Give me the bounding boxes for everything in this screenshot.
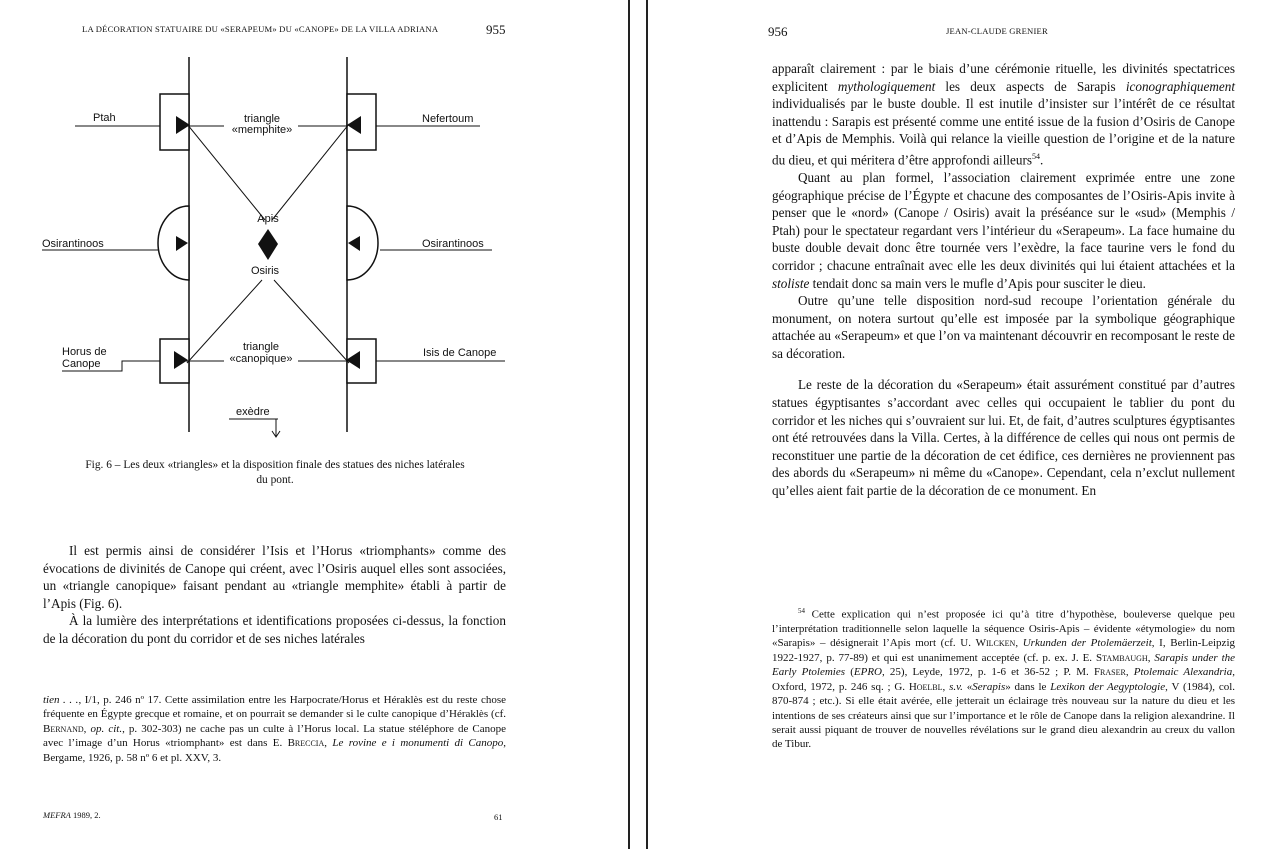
label-nefertoum: Nefertoum [422, 113, 474, 125]
left-page [0, 0, 628, 849]
label-osiris: Osiris [250, 265, 280, 277]
right-paragraph-1: apparaît clairement : par le biais d’une cérémonie rituelle, les divinités spectatrices explicitent mythologiquement les deux aspects de Sarapis iconographiquement individualisés par le buste double. Il est inutile d’insister sur l’intérêt de ce résultat inattendu : Sarapis est présenté comme une entité issue de la fusion d’Osiris de Canope et d’Apis de Memphis. Voilà qui relance la vieille question de l’origine et de la nature du dieu, et qui méritera d’être approfondi ailleurs$^{54}$. [772, 61, 1235, 168]
right-paragraph-3: Outre qu’une telle disposition nord-sud recoupe l’orientation générale du monument, on notera surtout qu’elle est imposée par la symbolique géographique attachée au «Serapeum» et que l’on va maintenant découvrir en recomposant le reste de sa décoration. [772, 293, 1235, 361]
label-triangle-top-1: triangle [243, 113, 281, 125]
gutter-line-left [628, 0, 630, 849]
statue-marker-osiris-apis [258, 229, 278, 260]
triangle-memphite-right-edge [272, 124, 349, 220]
footnote-book-title: Le rovine e i monumenti di Canopo [332, 737, 504, 750]
left-paragraph-2: À la lumière des interprétations et identifications proposées ci-dessus, la fonction de la décoration du pont du corridor et de ses niches latérales [43, 613, 506, 646]
footnote-number: 54 [798, 607, 805, 615]
figure-caption [40, 458, 510, 488]
right-page [648, 0, 1262, 849]
left-footnote: tien . . ., I/1, p. 246 nº 17. Cette assimilation entre les Harpocrate/Horus et Héraklès est du reste chose fréquente en Égypte grecque et romaine, et on pourrait se demander si le culte canopique d’Héraklès (cf. Bernand, op. cit., p. 302-303) ne cache pas un culte à l’Horus local. La statue stéléphore de Canope avec l’image d’un Horus «triomphant» est dans E. Breccia, Le rovine e i monumenti di Canopo, Bergame, 1926, p. 58 nº 6 et pl. XXV, 3. [43, 694, 507, 764]
caption-line-2: du pont. [256, 474, 294, 486]
footnote-op-cit: op. cit. [90, 722, 123, 735]
label-osirantinoos-right: Osirantinoos [422, 238, 484, 250]
label-exedre: exèdre [236, 406, 270, 418]
footnote-text-1: , I/1, p. 246 nº 17. Cette assimilation entre les Harpocrate/Horus et Héraklès est du reste chose fréquente en Égypte grecque et romaine, et on pourrait se demander si le culte canopique d’Héraklès (cf. [43, 694, 506, 721]
right-paragraph-2: Quant au plan formel, l’association clairement exprimée entre une zone géographique précise de l’Égypte et chacune des composantes de l’Osiris-Apis invite à penser que le «nord» (Canope / Osiris) avait la préséance sur le «sud» (Memphis / Ptah) pour le spectateur regardant vers l’intérieur du «Serapeum». La face humaine du buste double devait donc être tournée vers l’exèdre, la face taurine vers le fond du corridor ; chacune entraînait avec elle les deux divinités qui lui étaient attachées et la stoliste tendait donc sa main vers le mufle d’Apis pour susciter le dieu. [772, 169, 1235, 291]
label-ptah: Ptah [93, 112, 116, 124]
niche-nefertoum [347, 94, 376, 150]
label-isis: Isis de Canope [423, 347, 497, 359]
triangle-canopique-right-edge [274, 280, 349, 363]
journal-name: MEFRA [43, 810, 71, 820]
page-number-left: 955 [486, 22, 506, 37]
running-head-left: LA DÉCORATION STATUAIRE DU «SERAPEUM» DU «CANOPE» DE LA VILLA ADRIANA [82, 24, 439, 34]
label-triangle-bottom-1: triangle [242, 341, 280, 353]
label-apis: Apis [257, 213, 279, 225]
left-paragraph-1: Il est permis ainsi de considérer l’Isis et l’Horus «triomphants» comme des évocations de divinités de Canope qui créent, avec l’Osiris auquel elles sont associées, un «triangle canopique» faisant pendant au «triangle memphite» établi à partir de l’Apis (Fig. 6). [43, 543, 506, 611]
footnote-text-2: , p. 302-303) ne cache pas un culte à l’Horus local. La statue stéléphore de Canope avec l’image d’un Horus «triomphant» est dans E. [43, 722, 507, 750]
label-osirantinoos-left: Osirantinoos [42, 238, 104, 250]
footnote-title-fragment: tien . . . [43, 694, 79, 706]
journal-reference [43, 810, 101, 820]
triangle-memphite-left-edge [187, 124, 265, 220]
label-triangle-top-2: «memphite» [231, 124, 293, 136]
footnote-ref-54: 54 [1032, 151, 1040, 161]
page-number-right: 956 [768, 24, 788, 39]
left-body-text [43, 542, 506, 648]
figure-6-diagram [40, 52, 510, 447]
label-horus-2: Canope [62, 358, 101, 370]
journal-issue: 1989, 2. [70, 810, 101, 820]
author-breccia: Breccia [287, 737, 325, 750]
label-horus-1: Horus de [62, 346, 107, 358]
right-body-text [772, 60, 1235, 500]
running-head-right: JEAN-CLAUDE GRENIER [946, 26, 1048, 36]
right-paragraph-4: Le reste de la décoration du «Serapeum» était assurément constitué par d’autres statues égyptisantes s’accordant avec celles qui occupaient le tablier du pont du corridor et les niches qui s’ouvraient sur lui. Et, de fait, d’autres sculptures égyptisantes ont été retrouvées dans la Villa. Certes, à la différence de celles qui nous ont permis de reconstituer une partie de la décoration de cet édifice, ces dernières ne proviennent pas des abords du «Serapeum» ni même du «Canope». Cependant, cela n’exclut nullement qu’elles aient fait partie de la décoration de ce monument. En [772, 377, 1235, 499]
caption-line-1: Fig. 6 – Les deux «triangles» et la disposition finale des statues des niches latérales [85, 459, 465, 471]
label-triangle-bottom-2: «canopique» [229, 353, 293, 365]
right-footnote-54: $^{54}$ Cette explication qui n’est proposée ici qu’à titre d’hypothèse, bouleverse quelque peu l’interprétation traditionnelle selon laquelle la séquence Osiris-Apis – évidente «étymologie» du nom «Sarapis» – désignerait l’Apis mort (cf. U. Wilcken, Urkunden der Ptolemäerzeit, I, Berlin-Leipzig 1922-1927, p. 77-89) et qui est unanimement acceptée (cf. p. ex. J. E. Stambaugh, Sarapis under the Early Ptolemies (EPRO, 25), Leyde, 1972, p. 1-6 et 36-52 ; P. M. Fraser, Ptolemaic Alexandria, Oxford, 1972, p. 246 sq. ; G. Hoelbl, s.v. «Serapis» dans le Lexikon der Aegyptologie, V (1984), col. 870-874 ; etc.). Si elle était avérée, elle jetterait un éclairage très nouveau sur la nature du dieu et les intentions de ses créateurs ainsi que sur l’importance et le rôle de Canope dans la religion alexandrine. Il serait aussi piquant de trouver de nouvelles révélations sur le grand dieu alexandrin au creux du vallon de Tibur. [772, 607, 1236, 751]
footnote-text-3: , Bergame, 1926, p. 58 nº 6 et pl. XXV, 3. [43, 737, 507, 764]
sheet-number: 61 [494, 812, 503, 822]
author-bernand: Bernand [43, 722, 84, 735]
